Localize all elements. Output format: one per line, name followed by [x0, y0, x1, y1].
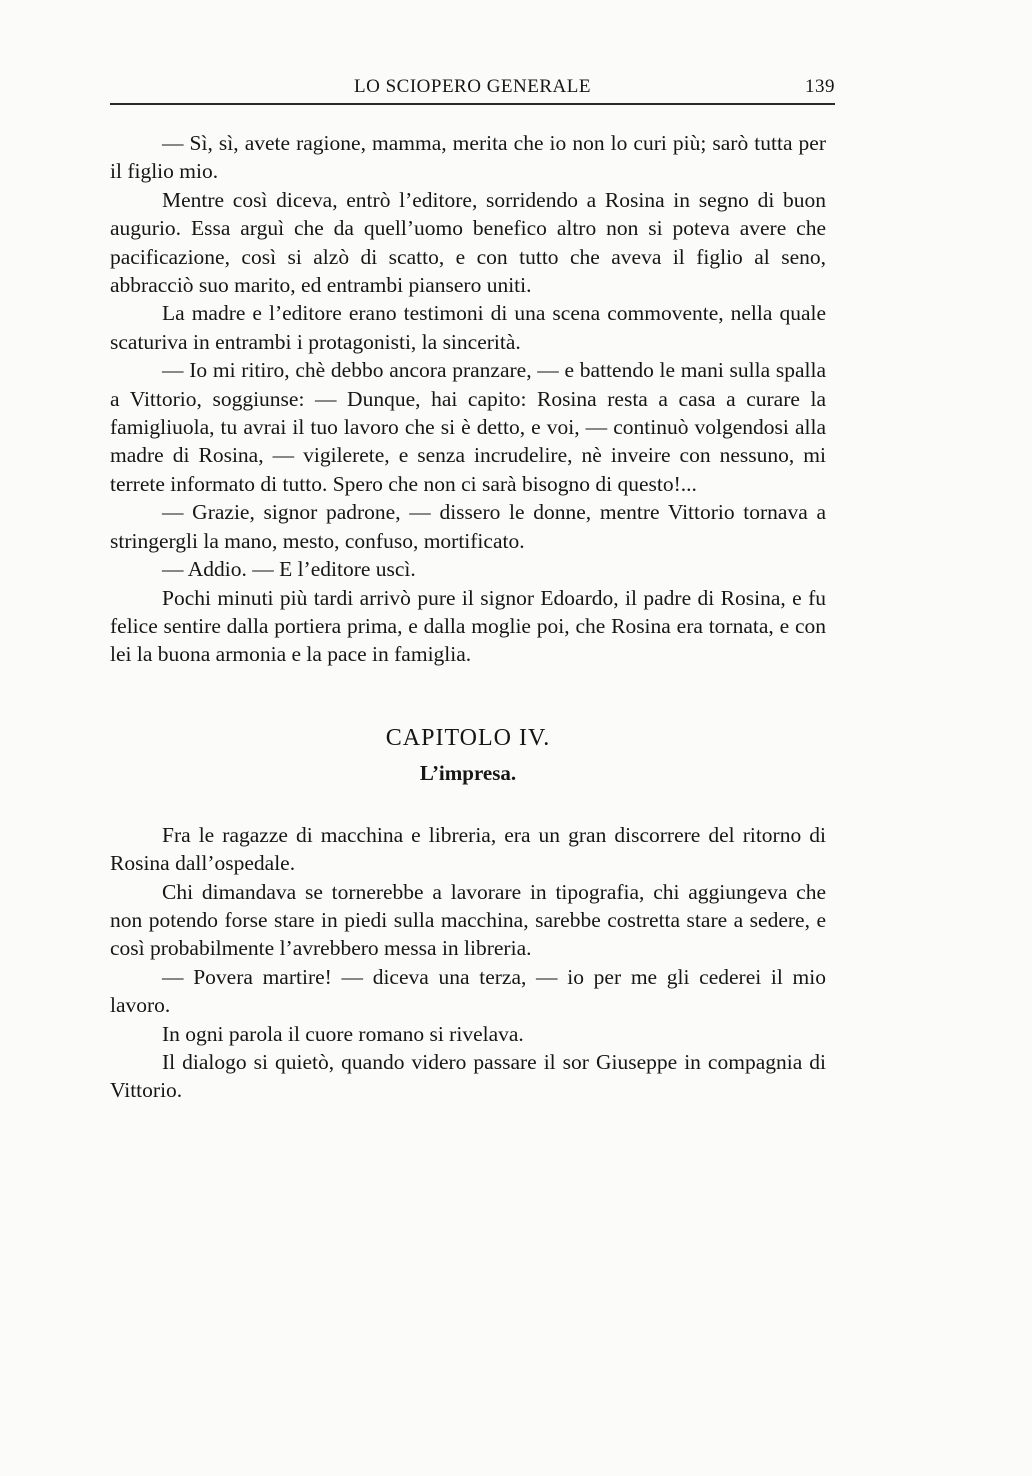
paragraph: La madre e l’editore erano testimoni di una scena commovente, nella quale scaturiva in entrambi i protagonisti, la sincerità.: [110, 301, 826, 354]
paragraph: In ogni parola il cuore romano si rivelava.: [162, 1021, 524, 1046]
paragraph: — Povera martire! — diceva una terza, — io per me gli cederei il mio lavoro.: [110, 964, 826, 1018]
paragraph: Chi dimandava se tornerebbe a lavorare in tipografia, chi aggiungeva che non potendo forse stare in piedi sulla macchina, sarebbe costretta stare a sedere, e così probabilmente l’avrebbero messa in libreria.: [110, 879, 826, 961]
chapter-subtitle: L’impresa.: [419, 760, 517, 785]
header-rule: [110, 103, 835, 105]
paragraph: Mentre così diceva, entrò l’editore, sorridendo a Rosina in segno di buon augurio. Essa arguì che da quell’uomo benefico altro non si poteva avere che pacificazione, così si alzò di scatto, e con tutto che aveva il figlio al seno, abbracciò suo marito, ed entrambi piansero uniti.: [110, 187, 826, 298]
paragraph: — Io mi ritiro, chè debbo ancora pranzare, — e battendo le mani sulla spalla a Vittorio, soggiunse: — Dunque, hai capito: Rosina resta a casa a curare la famigliuola, tu avrai il tuo lavoro che si è detto, e voi, — continuò volgendosi alla madre di Rosina, — vigilerete, e senza incrudelire, nè inveire con nessuno, mi terrete informato di tutto. Spero che non ci sarà bisogno di questo!...: [110, 358, 826, 496]
running-title: LO SCIOPERO GENERALE: [354, 76, 591, 97]
paragraph: Pochi minuti più tardi arrivò pure il signor Edoardo, il padre di Rosina, e fu felice sentire dalla portiera prima, e dalla moglie poi, che Rosina era tornata, e con lei la buona armonia e la pace in famiglia.: [110, 585, 826, 667]
chapter-title: CAPITOLO IV.: [385, 724, 551, 751]
paragraph: — Addio. — E l’editore uscì.: [162, 557, 416, 582]
paragraph: Fra le ragazze di macchina e libreria, era un gran discorrere del ritorno di Rosina dall’ospedale.: [110, 822, 826, 876]
paragraph: — Sì, sì, avete ragione, mamma, merita che io non lo curi più; sarò tutta per il figlio mio.: [110, 131, 826, 184]
body-text: [110, 129, 826, 1105]
paragraph: — Grazie, signor padrone, — dissero le donne, mentre Vittorio tornava a stringergli la mano, mesto, confuso, mortificato.: [110, 500, 826, 553]
page-number: 139: [805, 76, 835, 97]
paragraph: Il dialogo si quietò, quando videro passare il sor Giuseppe in compagnia di Vittorio.: [110, 1049, 826, 1103]
running-head: [110, 76, 835, 102]
